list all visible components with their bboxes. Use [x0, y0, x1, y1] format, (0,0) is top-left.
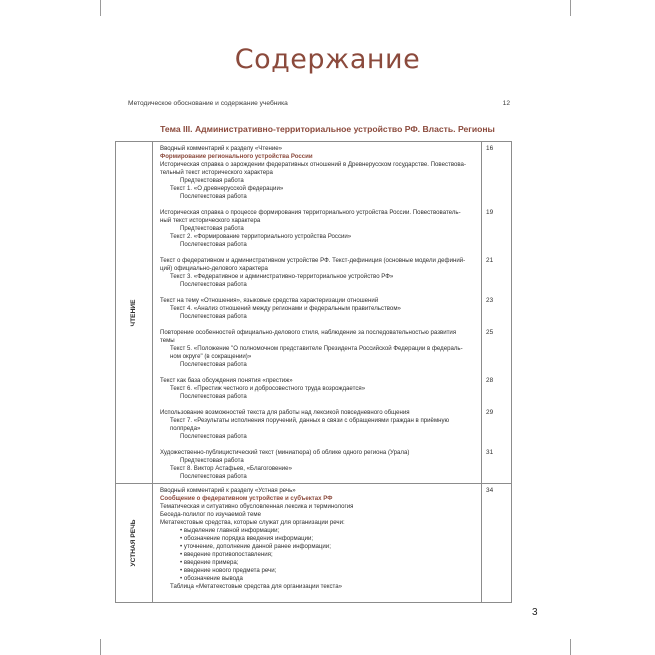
section-entries — [153, 484, 512, 603]
entry-line: Текст 4. «Анализ отношений между регионами и федеральным правительством» — [170, 305, 401, 312]
entry-line: Послетекстовая работа — [180, 433, 247, 440]
section-label: УСТНАЯ РЕЧЬ — [130, 519, 137, 567]
entry-line: ций) официально-делового характера — [160, 265, 268, 272]
toc-entry — [153, 203, 494, 251]
entry-line: Использование возможностей текста для работы над лексикой повседневного общения — [160, 409, 410, 416]
entry-line: • обозначение порядка введения информации; — [180, 535, 314, 542]
toc-entry — [153, 403, 494, 443]
entry-page-number: 34 — [486, 487, 494, 494]
entry-line: • введение противопоставления; — [180, 551, 273, 558]
section-row — [116, 484, 512, 603]
entry-line: • обозначение вывода — [180, 575, 243, 582]
entry-line: Предтекстовая работа — [180, 457, 244, 464]
toc-entry — [153, 484, 494, 593]
entry-line: Послетекстовая работа — [180, 313, 247, 320]
toc-entry — [153, 323, 494, 371]
toc-entry — [153, 142, 494, 203]
crop-mark — [570, 639, 571, 655]
page-number: 3 — [532, 607, 538, 618]
entry-line: Историческая справка о зарождении федеративных отношений в Древнерусском государстве. Повествова- — [160, 161, 466, 168]
toc-entry — [153, 443, 494, 483]
entry-line: Метатекстовые средства, которые служат для организации речи: — [160, 519, 345, 526]
entry-line: • уточнение, дополнение данной ранее информации; — [180, 543, 331, 550]
entry-line: Текст 1. «О древнерусской федерации» — [170, 185, 284, 192]
subsection-heading: Формирование регионального устройства России — [160, 153, 313, 160]
toc-entry — [153, 251, 494, 291]
entry-line: Текст 5. «Положение "О полномочном представителе Президента Российской Федерации в федераль- — [170, 345, 463, 352]
intro-entry — [128, 100, 510, 107]
entry-line: ный текст исторического характера — [160, 217, 261, 224]
entry-line: тельный текст исторического характера — [160, 169, 273, 176]
topic-heading: Тема III. Административно-территориальное устройство РФ. Власть. Регионы — [160, 124, 495, 134]
entry-line: Текст на тему «Отношения», языковые средства характеризации отношений — [160, 297, 379, 304]
entry-page-number: 28 — [486, 377, 494, 384]
entry-line: Послетекстовая работа — [180, 281, 247, 288]
entry-line: Предтекстовая работа — [180, 177, 244, 184]
page-column-divider — [481, 484, 482, 602]
entry-line: Текст 8. Виктор Астафьев, «Благоговение» — [170, 465, 292, 472]
page-column-divider — [481, 142, 482, 483]
crop-mark — [100, 0, 101, 16]
intro-page-number: 12 — [502, 100, 510, 107]
contents-table — [115, 141, 512, 603]
entry-page-number: 16 — [486, 145, 494, 152]
entry-line: Текст 7. «Результаты исполнения поручений, данных в связи с обращениями граждан в приёмную — [170, 417, 450, 424]
entry-line: Беседа-полилог по изучаемой теме — [160, 511, 261, 518]
section-label-cell — [116, 484, 153, 603]
section-label-cell — [116, 142, 153, 484]
entry-page-number: 25 — [486, 329, 494, 336]
entry-line: Текст 2. «Формирование территориального устройства России» — [170, 233, 352, 240]
entry-line: Художественно-публицистический текст (миниатюра) об облике одного региона (Урала) — [160, 449, 410, 456]
entry-line: Послетекстовая работа — [180, 193, 247, 200]
entry-line: Текст 6. «Престиж честного и добросовестного труда возрождается» — [170, 385, 366, 392]
entry-line: Текст как база обсуждения понятия «престиж» — [160, 377, 293, 384]
entry-line: Текст о федеративном и административном устройстве РФ. Текст-дефиниция (основные модели дефиний- — [160, 257, 466, 264]
subsection-heading: Сообщение о федеративном устройстве и субъектах РФ — [160, 495, 333, 502]
entry-line: Послетекстовая работа — [180, 361, 247, 368]
entry-line: Послетекстовая работа — [180, 241, 247, 248]
entry-line: Вводный комментарий к разделу «Устная речь» — [160, 487, 296, 494]
entry-line: Послетекстовая работа — [180, 393, 247, 400]
section-row — [116, 142, 512, 484]
section-label: ЧТЕНИЕ — [130, 299, 137, 326]
entry-line: Тематическая и ситуативно обусловленная лексика и терминология — [160, 503, 354, 510]
entry-page-number: 21 — [486, 257, 494, 264]
page-title: Содержание — [234, 44, 421, 75]
entry-page-number: 19 — [486, 209, 494, 216]
toc-entry — [153, 291, 494, 323]
entry-line: Повторение особенностей официально-делового стиля, наблюдение за последовательностью развития — [160, 329, 457, 336]
toc-entry — [153, 371, 494, 403]
crop-mark — [100, 639, 101, 655]
entry-line: темы — [160, 337, 175, 344]
entry-page-number: 23 — [486, 297, 494, 304]
intro-text: Методическое обоснование и содержание учебника — [128, 100, 288, 107]
section-entries — [153, 142, 512, 484]
entry-line: ном округе" (в сокращении)» — [170, 353, 252, 360]
entry-line: Таблица «Метатекстовые средства для организации текста» — [170, 583, 343, 590]
entry-line: • введение нового предмета речи; — [180, 567, 277, 574]
crop-mark — [570, 0, 571, 16]
entry-page-number: 31 — [486, 449, 494, 456]
entry-line: полпреда» — [170, 425, 201, 432]
entry-line: Вводный комментарий к разделу «Чтение» — [160, 145, 283, 152]
entry-page-number: 29 — [486, 409, 494, 416]
entry-line: Историческая справка о процессе формирования территориального устройства России. Повествователь- — [160, 209, 461, 216]
entry-line: • выделение главной информации; — [180, 527, 280, 534]
entry-line: • введение примера; — [180, 559, 239, 566]
entry-line: Предтекстовая работа — [180, 225, 244, 232]
entry-line: Текст 3. «Федеративное и административно-территориальное устройство РФ» — [170, 273, 394, 280]
entry-line: Послетекстовая работа — [180, 473, 247, 480]
